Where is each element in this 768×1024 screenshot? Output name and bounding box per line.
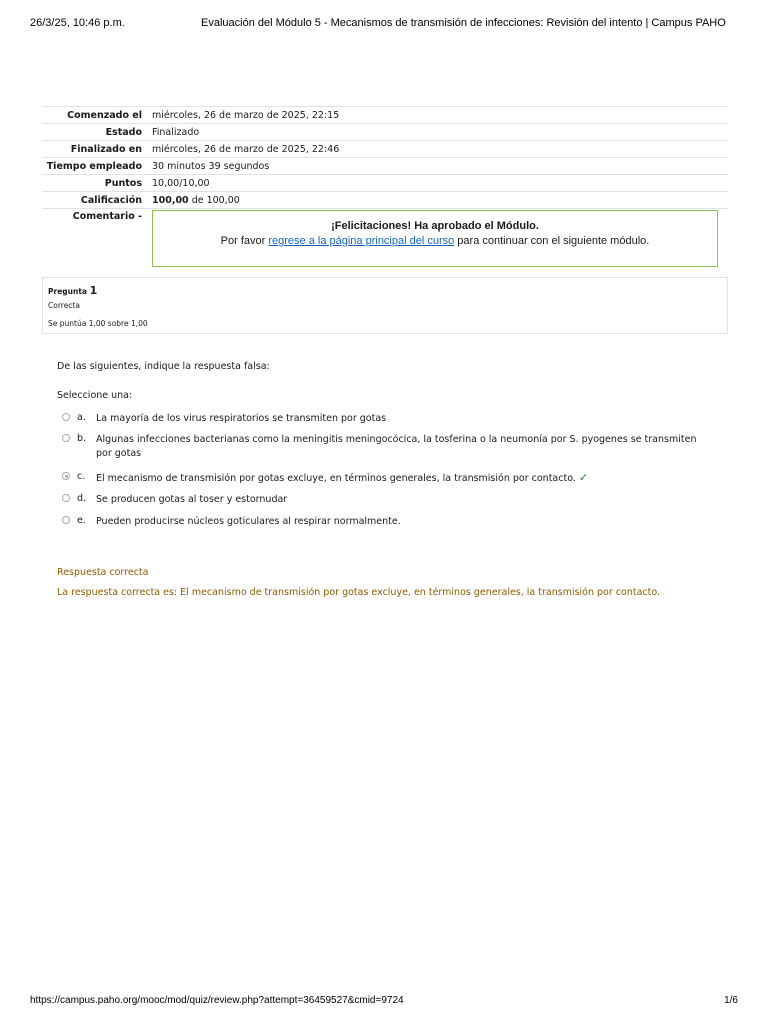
page-counter: 1/6 bbox=[724, 995, 738, 1006]
radio-button[interactable] bbox=[62, 413, 70, 421]
grade-value-cell bbox=[152, 192, 728, 209]
summary-label: Estado bbox=[42, 124, 152, 141]
feedback-heading: ¡Felicitaciones! Ha aprobado el Módulo. bbox=[331, 220, 539, 232]
answer-letter: e. bbox=[77, 515, 86, 526]
comment-cell bbox=[152, 209, 728, 272]
summary-value: miércoles, 26 de marzo de 2025, 22:46 bbox=[152, 141, 728, 158]
grade-value: 100,00 bbox=[152, 194, 189, 206]
summary-value: miércoles, 26 de marzo de 2025, 22:15 bbox=[152, 107, 728, 124]
radio-button[interactable] bbox=[62, 434, 70, 442]
print-date: 26/3/25, 10:46 p.m. bbox=[30, 17, 125, 29]
feedback-text-before: Por favor bbox=[220, 235, 269, 247]
answer-prompt: Seleccione una: bbox=[57, 390, 133, 401]
summary-label: Puntos bbox=[42, 175, 152, 192]
summary-row bbox=[42, 141, 728, 158]
question-number bbox=[48, 284, 97, 297]
correct-answer-text: La respuesta correcta es: El mecanismo de transmisión por gotas excluye, en términos generales, la transmisión por contacto. bbox=[57, 587, 661, 598]
answer-text: Se producen gotas al toser y estornudar bbox=[96, 494, 288, 505]
feedback-text-after: para continuar con el siguiente módulo. bbox=[454, 235, 650, 247]
question-info-box bbox=[42, 277, 728, 334]
answer-text-wrapper bbox=[96, 471, 700, 486]
question-number-value: 1 bbox=[89, 284, 98, 297]
grade-label: Calificación bbox=[42, 192, 152, 209]
radio-button[interactable] bbox=[62, 494, 70, 502]
radio-button-selected[interactable] bbox=[62, 472, 70, 480]
summary-label: Comenzado el bbox=[42, 107, 152, 124]
summary-row bbox=[42, 124, 728, 141]
print-header bbox=[0, 17, 768, 31]
print-footer bbox=[0, 995, 768, 1009]
print-url: https://campus.paho.org/mooc/mod/quiz/review.php?attempt=36459527&cmid=9724 bbox=[30, 995, 404, 1006]
feedback-line bbox=[153, 235, 717, 247]
summary-row-grade bbox=[42, 192, 728, 209]
answer-text: Pueden producirse núcleos goticulares al respirar normalmente. bbox=[96, 516, 401, 527]
outcome-title: Respuesta correcta bbox=[57, 567, 149, 578]
print-page-title: Evaluación del Módulo 5 - Mecanismos de transmisión de infecciones: Revisión del intento | Campus PAHO bbox=[201, 17, 726, 29]
summary-row bbox=[42, 158, 728, 175]
question-state: Correcta bbox=[48, 301, 80, 310]
summary-row bbox=[42, 175, 728, 192]
answer-text: La mayoría de los virus respiratorios se transmiten por gotas bbox=[96, 413, 387, 424]
summary-row bbox=[42, 107, 728, 124]
question-label: Pregunta bbox=[48, 287, 87, 296]
answer-letter: b. bbox=[77, 433, 87, 444]
attempt-summary-table bbox=[42, 106, 728, 271]
answer-text: El mecanismo de transmisión por gotas excluye, en términos generales, la transmisión por contacto. bbox=[96, 473, 576, 484]
summary-label: Finalizado en bbox=[42, 141, 152, 158]
summary-value: 10,00/10,00 bbox=[152, 175, 728, 192]
comment-label: Comentario - bbox=[42, 209, 152, 272]
checkmark-icon: ✓ bbox=[578, 471, 589, 484]
grade-suffix: de 100,00 bbox=[188, 194, 240, 206]
summary-label: Tiempo empleado bbox=[42, 158, 152, 175]
answer-letter: c. bbox=[77, 471, 86, 482]
answer-letter: a. bbox=[77, 412, 86, 423]
question-text: De las siguientes, indique la respuesta falsa: bbox=[57, 361, 270, 372]
overall-feedback-box bbox=[152, 210, 718, 267]
summary-value: Finalizado bbox=[152, 124, 728, 141]
answer-letter: d. bbox=[77, 493, 87, 504]
summary-value: 30 minutos 39 segundos bbox=[152, 158, 728, 175]
course-home-link[interactable]: regrese a la página principal del curso bbox=[268, 235, 455, 247]
radio-button[interactable] bbox=[62, 516, 70, 524]
answer-text: Algunas infecciones bacterianas como la meningitis meningocócica, la tosferina o la neumonía por S. pyogenes se transmiten por gotas bbox=[96, 434, 697, 459]
question-grade: Se puntúa 1,00 sobre 1,00 bbox=[48, 319, 148, 328]
summary-row-comment bbox=[42, 209, 728, 272]
